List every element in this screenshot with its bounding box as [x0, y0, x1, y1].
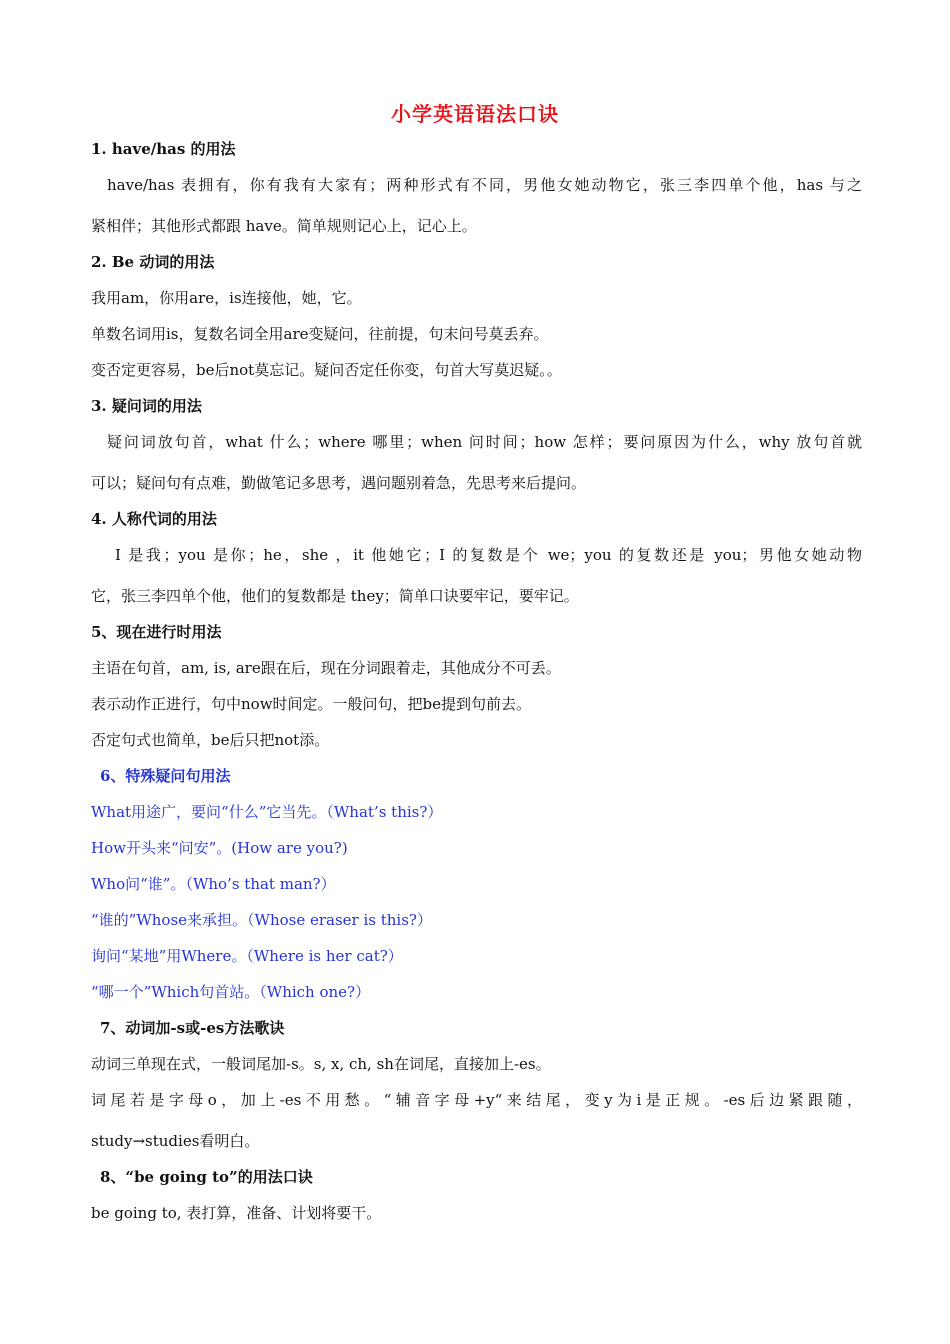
paragraph-line: How开头来“问安”。(How are you?)	[91, 839, 348, 857]
paragraph-line: 表示动作正进行，句中now时间定。一般问句，把be提到句前去。	[91, 695, 532, 713]
section-heading: 1. have/has 的用法	[91, 140, 236, 158]
paragraph-line: What用途广，要问“什么”它当先。（What’s this?）	[91, 803, 443, 821]
section-heading: 5、现在进行时用法	[91, 623, 222, 641]
paragraph-line: 疑问词放句首，what 什么；where 哪里；when 问时间；how 怎样；要问原因为什么，why 放句首就	[107, 433, 863, 451]
paragraph-line: 否定句式也简单，be后只把not添。	[91, 731, 330, 749]
paragraph-line: 询问“某地”用Where。（Where is her cat?）	[91, 947, 403, 965]
section-heading: 2. Be 动词的用法	[91, 253, 215, 271]
paragraph-line: “哪一个”Which句首站。（Which one?）	[91, 983, 371, 1001]
paragraph-line: 可以；疑问句有点难，勤做笔记多思考，遇问题别着急，先思考来后提问。	[91, 474, 587, 492]
paragraph-line: 紧相伴；其他形式都跟 have。简单规则记心上，记心上。	[91, 217, 477, 235]
paragraph-line: I 是我；you 是你；he，she ，it 他她它；I 的复数是个 we；you 的复数还是 you；男他女她动物	[115, 546, 862, 564]
paragraph-line: Who问“谁”。（Who’s that man?）	[91, 875, 336, 893]
paragraph-line: have/has 表拥有，你有我有大家有；两种形式有不同，男他女她动物它，张三李四单个他，has 与之	[107, 176, 862, 194]
section-heading: 7、动词加-s或-es方法歌诀	[100, 1019, 285, 1037]
paragraph-line: 它，张三李四单个他，他们的复数都是 they；简单口诀要牢记，要牢记。	[91, 587, 579, 605]
paragraph-line: 我用am，你用are，is连接他，她，它。	[91, 289, 362, 307]
paragraph-line: “谁的”Whose来承担。（Whose eraser is this?）	[91, 911, 432, 929]
paragraph-line: 单数名词用is，复数名词全用are变疑问，往前提，句末问号莫丢弃。	[91, 325, 549, 343]
paragraph-line: be going to, 表打算，准备、计划将要干。	[91, 1204, 382, 1222]
section-heading: 4. 人称代词的用法	[91, 510, 217, 528]
paragraph-line: 动词三单现在式，一般词尾加-s。s, x, ch, sh在词尾，直接加上-es。	[91, 1055, 551, 1073]
section-heading: 3. 疑问词的用法	[91, 397, 202, 415]
section-heading: 8、“be going to”的用法口诀	[100, 1168, 313, 1186]
paragraph-line: 词尾若是字母o，加上-es不用愁。“辅音字母+y“来结尾，变y为i是正规。-es后边紧跟随，	[91, 1091, 862, 1109]
document-title: 小学英语语法口诀	[391, 102, 559, 126]
paragraph-line: study→studies看明白。	[91, 1132, 260, 1150]
section-heading: 6、特殊疑问句用法	[100, 767, 231, 785]
paragraph-line: 主语在句首，am, is, are跟在后，现在分词跟着走，其他成分不可丢。	[91, 659, 561, 677]
paragraph-line: 变否定更容易，be后not莫忘记。疑问否定任你变，句首大写莫迟疑。。	[91, 361, 562, 379]
